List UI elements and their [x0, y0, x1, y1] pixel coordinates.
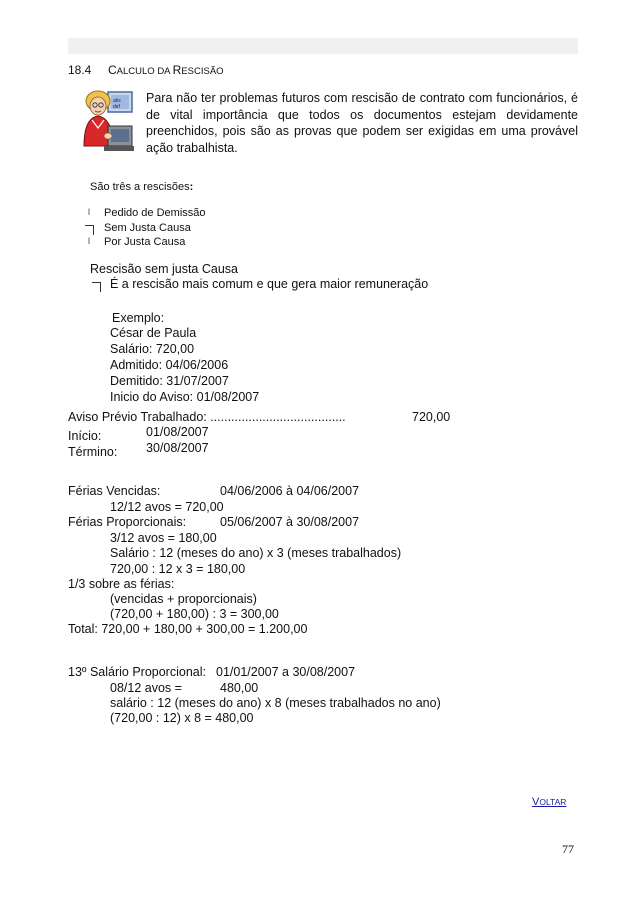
decimo-avos-label: 08/12 avos = [110, 681, 182, 695]
intro-paragraph: Para não ter problemas futuros com rescisão de contrato com funcionários, é de vital importância que todos os documentos estejam devidamente preenchidos, pois são as provas que podem ser exigidas em uma provável ação trabalhista. [146, 91, 578, 155]
person-at-computer-illustration [78, 86, 136, 156]
list-bullet-icon: l [88, 207, 90, 217]
exemplo-line: Salário: 720,00 [110, 342, 195, 356]
terco-calc: (vencidas + proporcionais) [110, 592, 257, 606]
svg-text:def: def [113, 104, 120, 110]
ferias-prop-calc: 3/12 avos = 180,00 [110, 531, 217, 545]
list-bullet-icon: l [88, 236, 90, 246]
decimo-period: 01/01/2007 a 30/08/2007 [216, 665, 356, 679]
rescisoes-heading: São três a rescisões: [90, 181, 194, 193]
voltar-link[interactable]: VOLTAR [532, 796, 567, 808]
sem-justa-desc: É a rescisão mais comum e que gera maior remuneração [110, 277, 429, 291]
termino-label: Término: [68, 445, 118, 459]
decimo-label: 13º Salário Proporcional: [68, 665, 206, 679]
section-title: CALCULO DA RESCISÃO [108, 63, 224, 77]
decimo-calc: salário : 12 (meses do ano) x 8 (meses trabalhados no ano) [110, 696, 441, 710]
inicio-label: Início: [68, 429, 102, 443]
svg-text:abc: abc [113, 98, 122, 104]
ferias-prop-calc: 720,00 : 12 x 3 = 180,00 [110, 562, 246, 576]
page-number: 77 [562, 842, 574, 856]
ferias-prop-label: Férias Proporcionais: [68, 515, 187, 529]
inicio-value: 01/08/2007 [146, 425, 209, 439]
terco-calc: (720,00 + 180,00) : 3 = 300,00 [110, 607, 279, 621]
sem-justa-title: Rescisão sem justa Causa [90, 262, 238, 276]
ferias-vencidas-calc: 12/12 avos = 720,00 [110, 500, 224, 514]
exemplo-line: Inicio do Aviso: 01/08/2007 [110, 390, 260, 404]
aviso-label: Aviso Prévio Trabalhado: ....................................... [68, 410, 346, 424]
decimo-avos-value: 480,00 [220, 681, 259, 695]
ferias-vencidas-label: Férias Vencidas: [68, 484, 161, 498]
ferias-total: Total: 720,00 + 180,00 + 300,00 = 1.200,00 [68, 622, 308, 636]
list-bullet-icon [92, 279, 101, 297]
terco-label: 1/3 sobre as férias: [68, 577, 175, 591]
exemplo-line: Demitido: 31/07/2007 [110, 374, 229, 388]
section-number: 18.4 [68, 63, 92, 77]
decimo-calc: (720,00 : 12) x 8 = 480,00 [110, 711, 254, 725]
exemplo-line: Admitido: 04/06/2006 [110, 358, 229, 372]
list-item: Pedido de Demissão [104, 207, 206, 219]
termino-value: 30/08/2007 [146, 441, 209, 455]
aviso-value: 720,00 [412, 410, 451, 424]
ferias-prop-calc: Salário : 12 (meses do ano) x 3 (meses trabalhados) [110, 546, 402, 560]
list-item: Por Justa Causa [104, 236, 186, 248]
exemplo-label: Exemplo: [112, 311, 165, 325]
list-item: Sem Justa Causa [104, 222, 191, 234]
ferias-prop-period: 05/06/2007 à 30/08/2007 [220, 515, 360, 529]
exemplo-line: César de Paula [110, 326, 197, 340]
ferias-vencidas-period: 04/06/2006 à 04/06/2007 [220, 484, 360, 498]
header-band [68, 38, 578, 54]
